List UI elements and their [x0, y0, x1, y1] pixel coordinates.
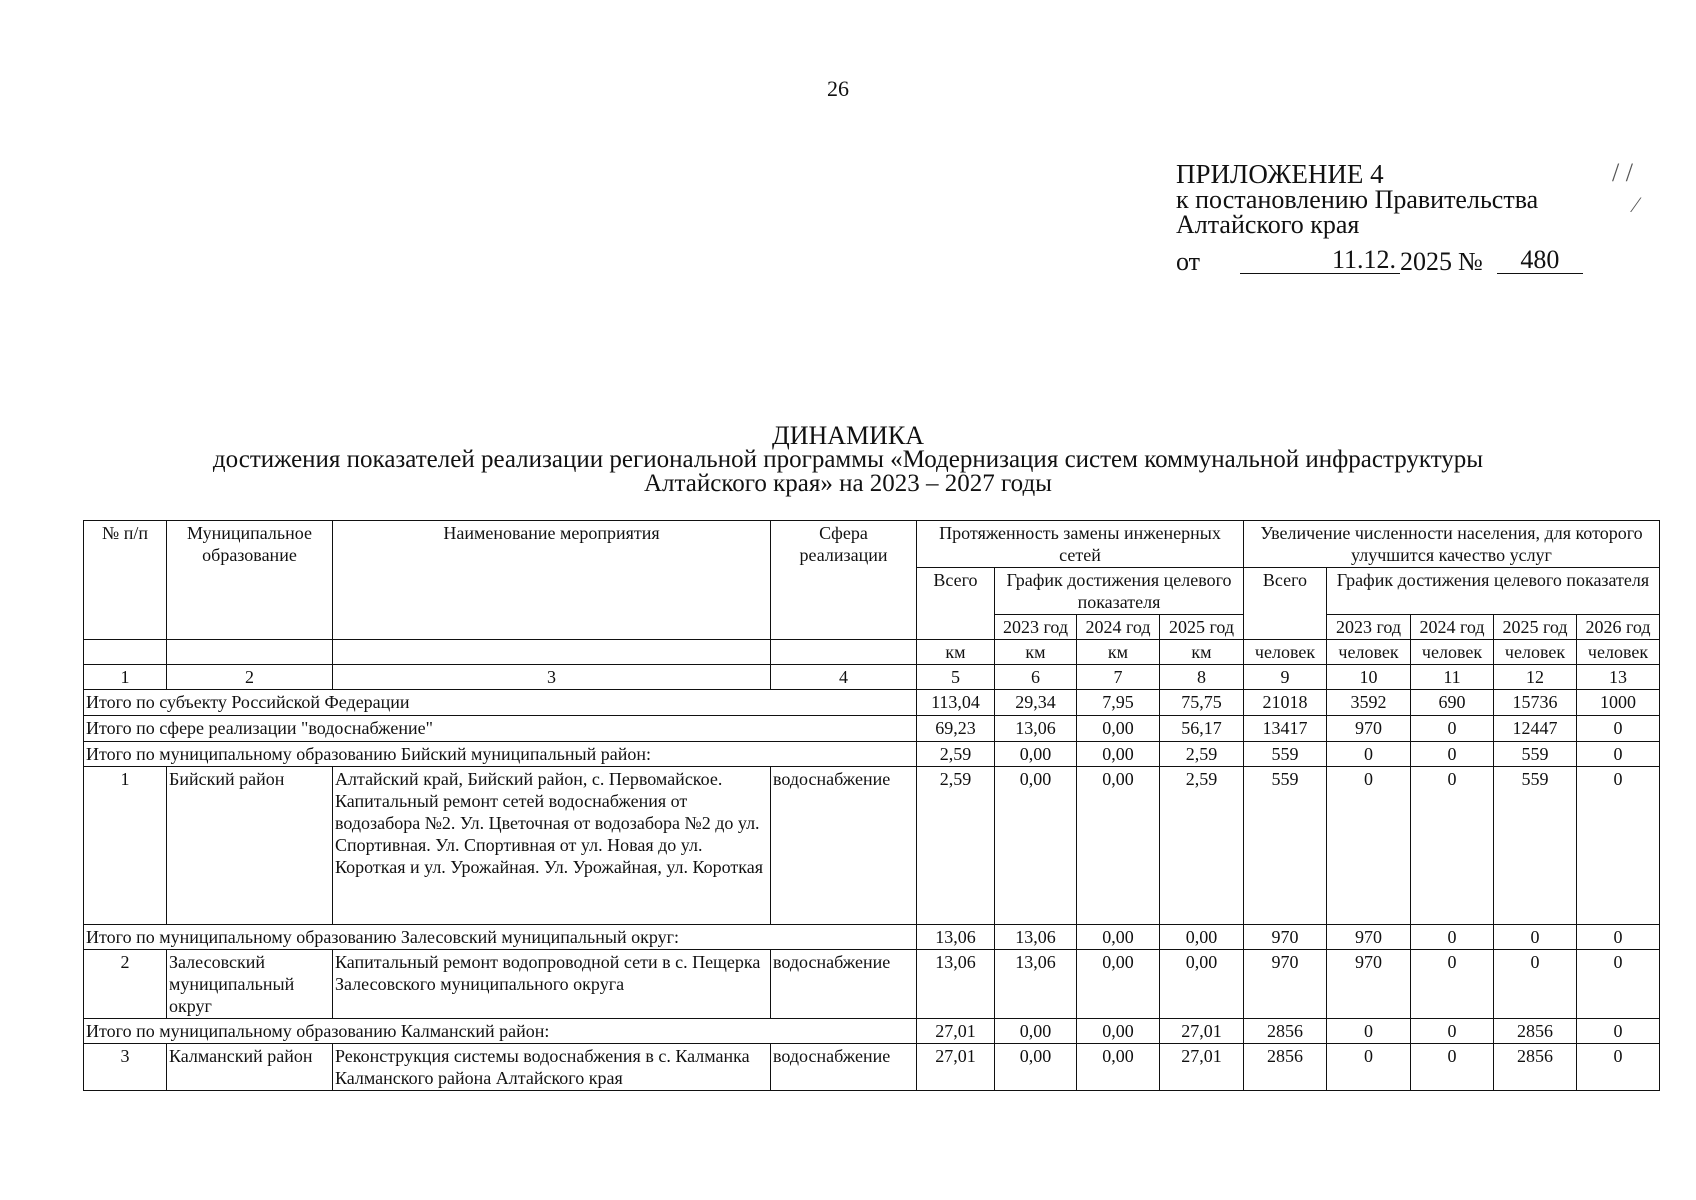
sphere-cell: водоснабжение — [771, 950, 917, 1019]
row-number: 3 — [84, 1044, 167, 1091]
value-cell: 27,01 — [917, 1019, 995, 1044]
value-cell: 13,06 — [917, 925, 995, 950]
value-cell: 559 — [1494, 767, 1577, 925]
total-row — [84, 925, 1660, 950]
unit-people: человек — [1577, 640, 1660, 665]
page-number: 26 — [827, 76, 849, 101]
document-title — [40, 421, 1656, 497]
total-row — [84, 1019, 1660, 1044]
unit-people: человек — [1327, 640, 1411, 665]
decree-date: 11.12. — [1240, 247, 1400, 274]
value-cell: 13417 — [1244, 716, 1327, 742]
value-cell: 56,17 — [1160, 716, 1244, 742]
header-municipality: Муниципальное образование — [167, 521, 333, 640]
value-cell: 27,01 — [1160, 1019, 1244, 1044]
value-cell: 0,00 — [1077, 925, 1160, 950]
value-cell: 12447 — [1494, 716, 1577, 742]
header-pop-2023: 2023 год — [1327, 615, 1411, 640]
col-number: 13 — [1577, 665, 1660, 690]
table-row — [84, 1044, 1660, 1091]
from-label: от — [1176, 247, 1201, 276]
value-cell: 27,01 — [1160, 1044, 1244, 1091]
value-cell: 0,00 — [1077, 1044, 1160, 1091]
value-cell: 113,04 — [917, 690, 995, 716]
value-cell: 690 — [1411, 690, 1494, 716]
value-cell: 0,00 — [995, 742, 1077, 767]
unit-blank — [167, 640, 333, 665]
value-cell: 0 — [1577, 950, 1660, 1019]
value-cell: 13,06 — [995, 716, 1077, 742]
value-cell: 0 — [1411, 925, 1494, 950]
appendix-block — [1176, 159, 1596, 276]
header-population-group: Увеличение численности населения, для которого улучшится качество услуг — [1244, 521, 1660, 568]
col-number: 12 — [1494, 665, 1577, 690]
header-population-schedule: График достижения целевого показателя — [1327, 568, 1660, 615]
value-cell: 2856 — [1244, 1044, 1327, 1091]
value-cell: 0 — [1327, 1019, 1411, 1044]
appendix-line-2: к постановлению Правительства — [1176, 185, 1539, 214]
header-pop-2025: 2025 год — [1494, 615, 1577, 640]
value-cell: 29,34 — [995, 690, 1077, 716]
header-population-total: Всего — [1244, 568, 1327, 640]
value-cell: 0 — [1577, 742, 1660, 767]
municipality-cell: Калманский район — [167, 1044, 333, 1091]
activity-cell: Реконструкция системы водоснабжения в с. Калманка Калманского района Алтайского края — [333, 1044, 771, 1091]
value-cell: 0 — [1494, 925, 1577, 950]
title-line-3: Алтайского края» на 2023 – 2027 годы — [644, 470, 1052, 497]
value-cell: 0 — [1327, 1044, 1411, 1091]
value-cell: 2,59 — [917, 767, 995, 925]
header-pop-2026: 2026 год — [1577, 615, 1660, 640]
value-cell: 69,23 — [917, 716, 995, 742]
column-number-row — [84, 665, 1660, 690]
value-cell: 3592 — [1327, 690, 1411, 716]
value-cell: 13,06 — [917, 950, 995, 1019]
dynamics-table — [83, 520, 1660, 1091]
value-cell: 0 — [1411, 1044, 1494, 1091]
header-networks-schedule: График достижения целевого показателя — [995, 568, 1244, 615]
col-number: 1 — [84, 665, 167, 690]
unit-blank — [84, 640, 167, 665]
total-row — [84, 742, 1660, 767]
header-net-2024: 2024 год — [1077, 615, 1160, 640]
col-number: 3 — [333, 665, 771, 690]
sphere-cell: водоснабжение — [771, 1044, 917, 1091]
col-number: 11 — [1411, 665, 1494, 690]
unit-blank — [333, 640, 771, 665]
value-cell: 970 — [1244, 950, 1327, 1019]
decree-number: 480 — [1497, 247, 1583, 274]
value-cell: 0 — [1411, 767, 1494, 925]
header-net-2025: 2025 год — [1160, 615, 1244, 640]
header-sphere: Сфера реализации — [771, 521, 917, 640]
value-cell: 0,00 — [1160, 925, 1244, 950]
value-cell: 0 — [1411, 742, 1494, 767]
value-cell: 0 — [1577, 767, 1660, 925]
signature-mark: ⁄ — [1634, 192, 1638, 217]
value-cell: 559 — [1244, 742, 1327, 767]
col-number: 8 — [1160, 665, 1244, 690]
value-cell: 75,75 — [1160, 690, 1244, 716]
activity-cell: Капитальный ремонт водопроводной сети в с. Пещерка Залесовского муниципального округа — [333, 950, 771, 1019]
total-label: Итого по субъекту Российской Федерации — [84, 690, 917, 716]
value-cell: 0,00 — [1077, 950, 1160, 1019]
col-number: 5 — [917, 665, 995, 690]
value-cell: 1000 — [1577, 690, 1660, 716]
number-label: № — [1458, 247, 1483, 276]
value-cell: 0 — [1411, 716, 1494, 742]
value-cell: 559 — [1244, 767, 1327, 925]
unit-km: км — [1077, 640, 1160, 665]
total-row — [84, 690, 1660, 716]
value-cell: 0,00 — [1077, 767, 1160, 925]
col-number: 10 — [1327, 665, 1411, 690]
header-pop-2024: 2024 год — [1411, 615, 1494, 640]
value-cell: 0,00 — [1077, 742, 1160, 767]
header-num: № п/п — [84, 521, 167, 640]
value-cell: 0 — [1577, 716, 1660, 742]
value-cell: 0,00 — [1077, 716, 1160, 742]
row-number: 1 — [84, 767, 167, 925]
value-cell: 559 — [1494, 742, 1577, 767]
col-number: 7 — [1077, 665, 1160, 690]
value-cell: 21018 — [1244, 690, 1327, 716]
header-networks-group: Протяженность замены инженерных сетей — [917, 521, 1244, 568]
sphere-cell: водоснабжение — [771, 767, 917, 925]
value-cell: 2856 — [1244, 1019, 1327, 1044]
header-networks-total: Всего — [917, 568, 995, 640]
title-heading: ДИНАМИКА — [771, 421, 925, 450]
value-cell: 0 — [1411, 950, 1494, 1019]
appendix-date-line — [1176, 247, 1596, 274]
unit-people: человек — [1494, 640, 1577, 665]
unit-blank — [771, 640, 917, 665]
value-cell: 0,00 — [1077, 1019, 1160, 1044]
col-number: 9 — [1244, 665, 1327, 690]
value-cell: 2856 — [1494, 1019, 1577, 1044]
value-cell: 0 — [1327, 742, 1411, 767]
unit-people: человек — [1411, 640, 1494, 665]
decree-year: 2025 — [1400, 247, 1453, 276]
signature-mark: / /‍ — [1612, 158, 1633, 187]
value-cell: 0,00 — [1160, 950, 1244, 1019]
unit-km: км — [995, 640, 1077, 665]
appendix-line-3: Алтайского края — [1176, 210, 1360, 239]
value-cell: 970 — [1327, 950, 1411, 1019]
appendix-title: ПРИЛОЖЕНИЕ 4 — [1176, 159, 1384, 189]
value-cell: 970 — [1327, 925, 1411, 950]
unit-km: км — [1160, 640, 1244, 665]
value-cell: 13,06 — [995, 950, 1077, 1019]
value-cell: 2856 — [1494, 1044, 1577, 1091]
value-cell: 0 — [1577, 1044, 1660, 1091]
value-cell: 970 — [1327, 716, 1411, 742]
value-cell: 2,59 — [917, 742, 995, 767]
value-cell: 7,95 — [1077, 690, 1160, 716]
row-number: 2 — [84, 950, 167, 1019]
total-label: Итого по муниципальному образованию Бийский муниципальный район: — [84, 742, 917, 767]
activity-cell: Алтайский край, Бийский район, с. Первомайское. Капитальный ремонт сетей водоснабжения от водозабора №2. Ул. Цветочная от водозабора №2 до ул. Спортивная. Ул. Спортивная от ул. Новая до ул. Короткая и ул. Урожайная. Ул. Урожайная, ул. Короткая — [333, 767, 771, 925]
value-cell: 0 — [1411, 1019, 1494, 1044]
value-cell: 0,00 — [995, 767, 1077, 925]
col-number: 4 — [771, 665, 917, 690]
col-number: 6 — [995, 665, 1077, 690]
municipality-cell: Бийский район — [167, 767, 333, 925]
value-cell: 13,06 — [995, 925, 1077, 950]
col-number: 2 — [167, 665, 333, 690]
value-cell: 0 — [1494, 950, 1577, 1019]
total-label: Итого по муниципальному образованию Калманский район: — [84, 1019, 917, 1044]
total-label: Итого по муниципальному образованию Залесовский муниципальный округ: — [84, 925, 917, 950]
unit-km: км — [917, 640, 995, 665]
value-cell: 2,59 — [1160, 742, 1244, 767]
municipality-cell: Залесовский муниципальный округ — [167, 950, 333, 1019]
total-row — [84, 716, 1660, 742]
header-net-2023: 2023 год — [995, 615, 1077, 640]
value-cell: 0,00 — [995, 1044, 1077, 1091]
value-cell: 2,59 — [1160, 767, 1244, 925]
title-line-2: достижения показателей реализации региональной программы «Модернизация систем коммунальной инфраструктуры — [212, 446, 1484, 473]
value-cell: 0 — [1577, 925, 1660, 950]
value-cell: 0 — [1577, 1019, 1660, 1044]
value-cell: 0,00 — [995, 1019, 1077, 1044]
table-row — [84, 950, 1660, 1019]
unit-people: человек — [1244, 640, 1327, 665]
value-cell: 15736 — [1494, 690, 1577, 716]
header-activity: Наименование мероприятия — [333, 521, 771, 640]
value-cell: 27,01 — [917, 1044, 995, 1091]
table-row — [84, 767, 1660, 925]
value-cell: 0 — [1327, 767, 1411, 925]
value-cell: 970 — [1244, 925, 1327, 950]
total-label: Итого по сфере реализации "водоснабжение" — [84, 716, 917, 742]
